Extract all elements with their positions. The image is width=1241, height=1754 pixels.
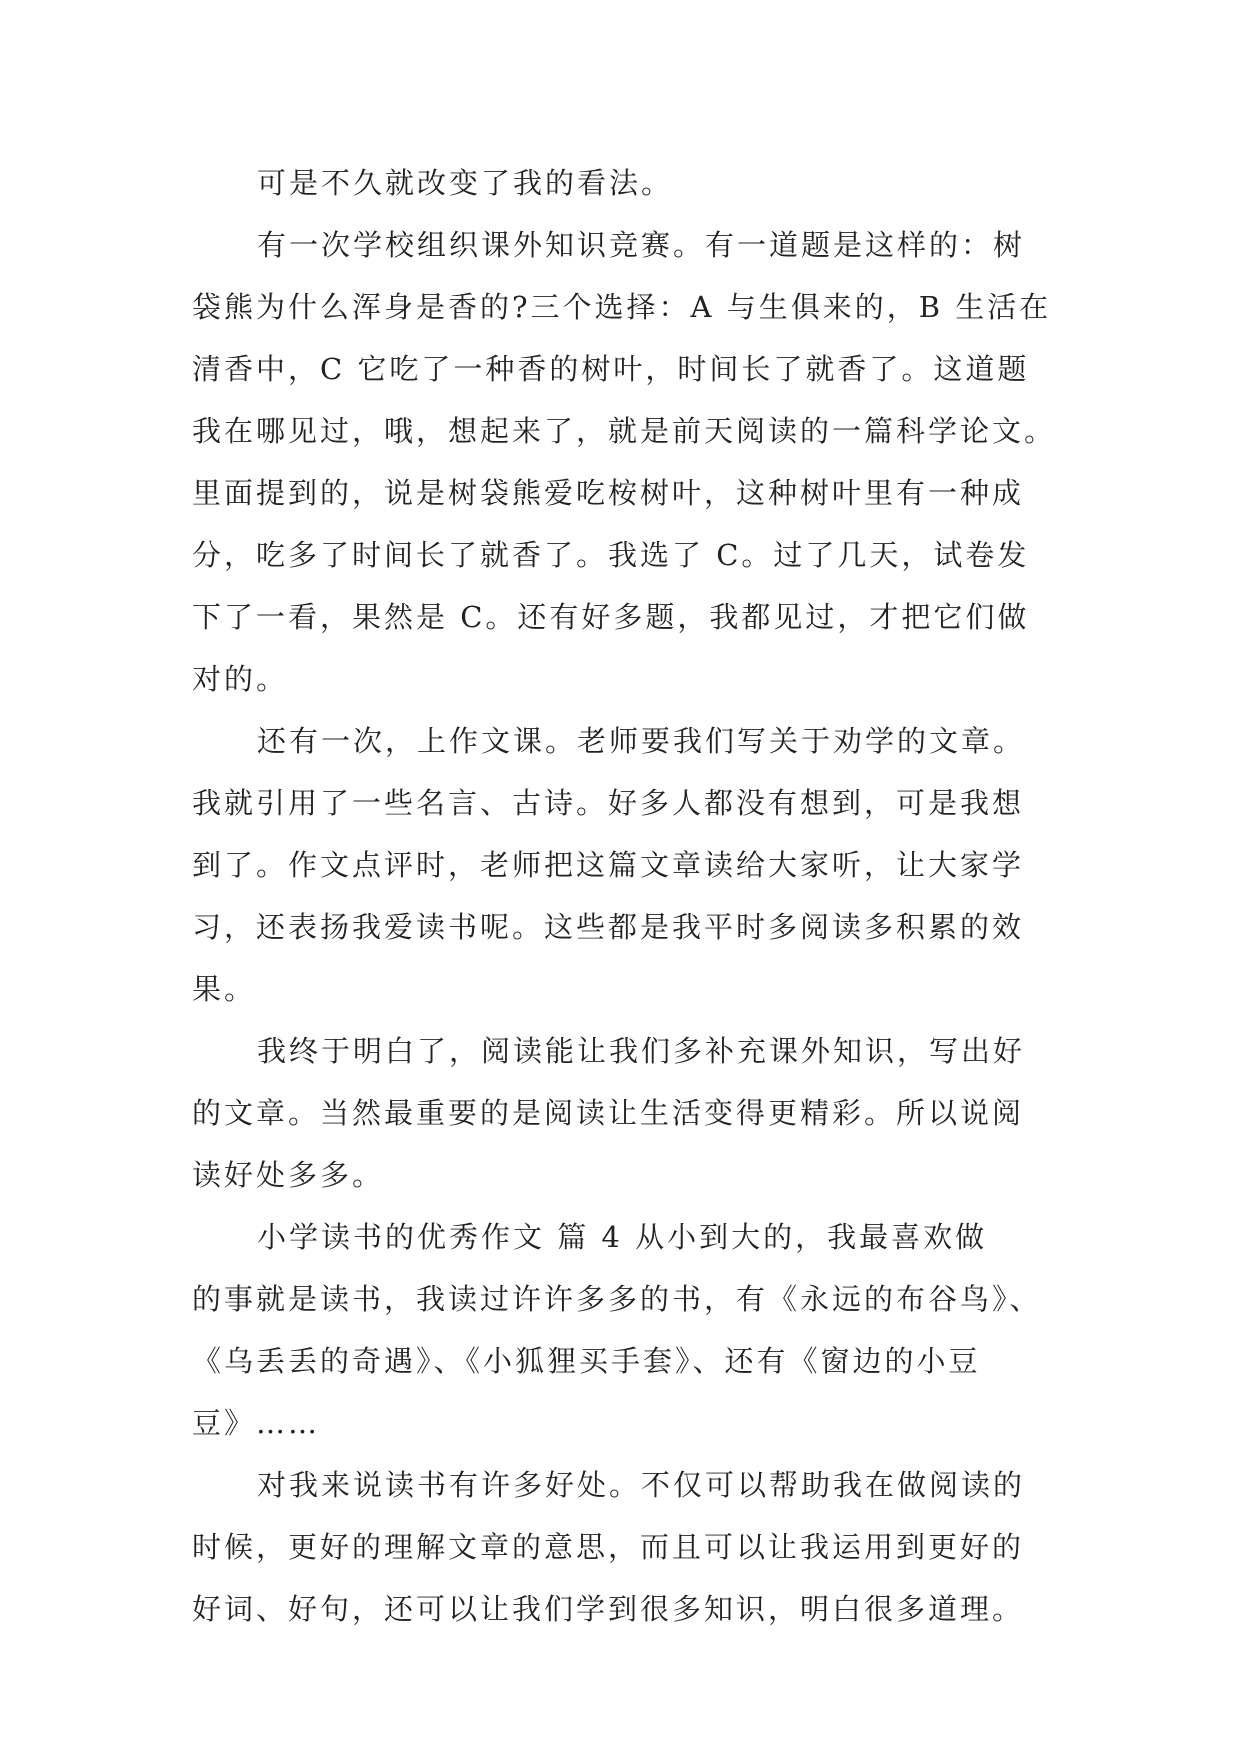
paragraph-line: 里面提到的，说是树袋熊爱吃桉树叶，这种树叶里有一种成 bbox=[192, 476, 1025, 510]
paragraph-line: 果。 bbox=[192, 972, 257, 1006]
paragraph-line: 豆》…… bbox=[192, 1406, 321, 1440]
paragraph-line: 下了一看，果然是 C。还有好多题，我都见过，才把它们做 bbox=[192, 600, 1030, 634]
paragraph-line: 还有一次，上作文课。老师要我们写关于劝学的文章。 bbox=[257, 724, 1026, 758]
paragraph-line: 清香中，C 它吃了一种香的树叶，时间长了就香了。这道题 bbox=[192, 352, 1030, 386]
paragraph-line: 《乌丢丢的奇遇》、《小狐狸买手套》、还有《窗边的小豆 bbox=[192, 1344, 981, 1378]
paragraph-line: 对的。 bbox=[192, 662, 289, 696]
paragraph-line: 可是不久就改变了我的看法。 bbox=[257, 166, 674, 200]
paragraph-line: 的事就是读书，我读过许许多多的书，有《永远的布谷鸟》、 bbox=[192, 1282, 1042, 1316]
paragraph-line: 我终于明白了，阅读能让我们多补充课外知识，写出好 bbox=[257, 1034, 1026, 1068]
paragraph-line: 的文章。当然最重要的是阅读让生活变得更精彩。所以说阅 bbox=[192, 1096, 1025, 1130]
paragraph-line: 好词、好句，还可以让我们学到很多知识，明白很多道理。 bbox=[192, 1592, 1025, 1626]
document-body bbox=[192, 162, 1092, 1631]
paragraph-line: 我在哪见过，哦，想起来了，就是前天阅读的一篇科学论文。 bbox=[192, 414, 1057, 448]
paragraph-line: 我就引用了一些名言、古诗。好多人都没有想到，可是我想 bbox=[192, 786, 1025, 820]
paragraph-line: 读好处多多。 bbox=[192, 1158, 385, 1192]
paragraph-line: 袋熊为什么浑身是香的?三个选择：A 与生俱来的，B 生活在 bbox=[192, 290, 1052, 324]
paragraph-line: 到了。作文点评时，老师把这篇文章读给大家听，让大家学 bbox=[192, 848, 1025, 882]
paragraph-line: 习，还表扬我爱读书呢。这些都是我平时多阅读多积累的效 bbox=[192, 910, 1025, 944]
paragraph-line: 分，吃多了时间长了就香了。我选了 C。过了几天，试卷发 bbox=[192, 538, 1030, 572]
paragraph-line: 对我来说读书有许多好处。不仅可以帮助我在做阅读的 bbox=[257, 1468, 1026, 1502]
paragraph-line: 有一次学校组织课外知识竞赛。有一道题是这样的：树 bbox=[257, 228, 1026, 262]
paragraph-line: 时候，更好的理解文章的意思，而且可以让我运用到更好的 bbox=[192, 1530, 1025, 1564]
section-heading-line: 小学读书的优秀作文 篇 4 从小到大的，我最喜欢做 bbox=[257, 1220, 988, 1254]
